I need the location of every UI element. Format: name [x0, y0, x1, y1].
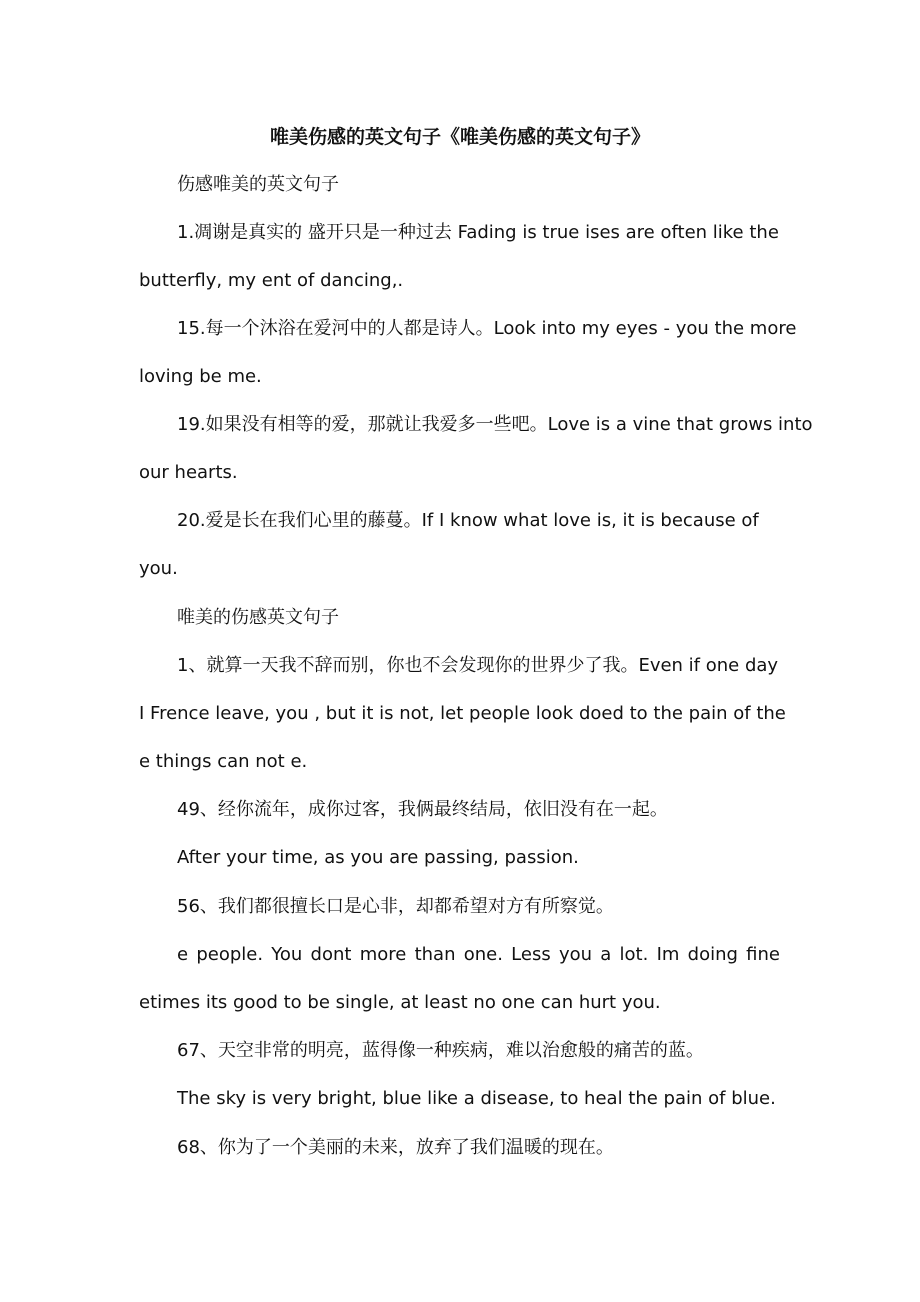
paragraph-line: 15.每一个沐浴在爱河中的人都是诗人。Look into my eyes - you the more	[177, 318, 797, 339]
paragraph-line: our hearts.	[139, 462, 238, 483]
paragraph-line: e people. You dont more than one. Less you a lot. Im doing fine	[177, 944, 780, 965]
paragraph-line: 49、经你流年，成你过客，我俩最终结局，依旧没有在一起。	[177, 799, 668, 820]
paragraph-line: etimes its good to be single, at least no one can hurt you.	[139, 992, 661, 1013]
paragraph-line: butterfly, my ent of dancing,.	[139, 270, 404, 291]
paragraph-line: loving be me.	[139, 366, 262, 387]
section-heading: 伤感唯美的英文句子	[177, 174, 339, 195]
paragraph-line: 1、就算一天我不辞而别，你也不会发现你的世界少了我。Even if one day	[177, 655, 779, 676]
paragraph-line: 68、你为了一个美丽的未来，放弃了我们温暖的现在。	[177, 1137, 614, 1158]
paragraph-line: I Frence leave, you , but it is not, let people look doed to the pain of the	[139, 703, 786, 724]
paragraph-line: 20.爱是长在我们心里的藤蔓。If I know what love is, it is because of	[177, 510, 759, 531]
paragraph-line: e things can not e.	[139, 751, 308, 772]
paragraph-line: After your time, as you are passing, passion.	[177, 847, 579, 868]
document-title: 唯美伤感的英文句子《唯美伤感的英文句子》	[269, 126, 650, 148]
paragraph-line: 1.凋谢是真实的 盛开只是一种过去 Fading is true ises are often like the	[177, 222, 779, 243]
paragraph-line: The sky is very bright, blue like a disease, to heal the pain of blue.	[177, 1088, 776, 1109]
paragraph-line: 67、天空非常的明亮，蓝得像一种疾病，难以治愈般的痛苦的蓝。	[177, 1040, 704, 1061]
paragraph-line: you.	[139, 558, 178, 579]
section-heading: 唯美的伤感英文句子	[177, 607, 339, 628]
paragraph-line: 19.如果没有相等的爱，那就让我爱多一些吧。Love is a vine that grows into	[177, 414, 813, 435]
paragraph-line: 56、我们都很擅长口是心非，却都希望对方有所察觉。	[177, 896, 614, 917]
